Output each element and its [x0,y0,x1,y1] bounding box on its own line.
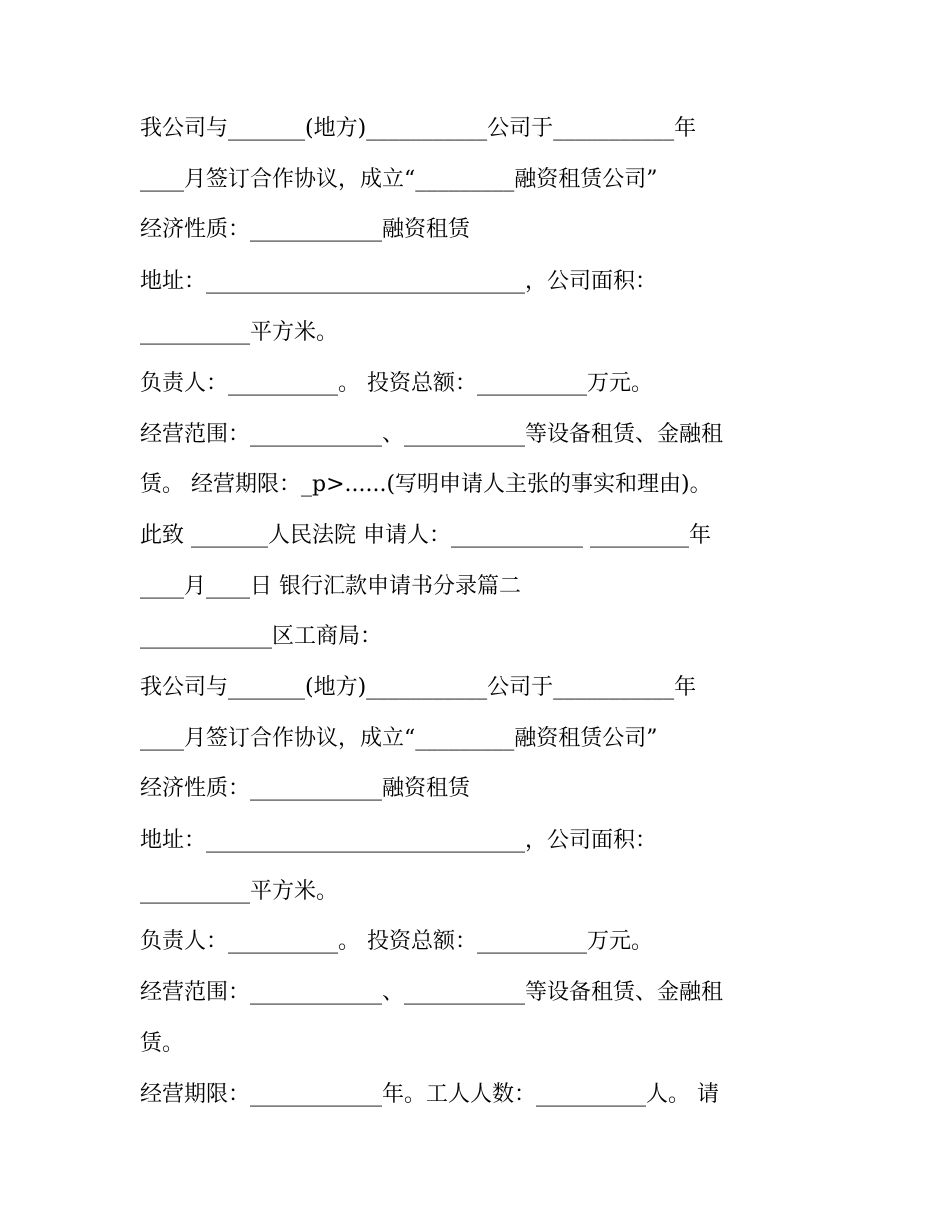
text-line: __________平方米。 [140,320,339,345]
text-line: ____月____日 银行汇款申请书分录篇二 [140,574,521,599]
text-line: 赁。 [140,1031,185,1056]
text-line: 经济性质：____________融资租赁 [140,776,471,801]
text-line: 经营范围：____________、___________等设备租赁、金融租 [140,422,724,447]
text-line: 我公司与_______(地方)___________公司于___________年 [140,675,697,700]
text-line: ____月签订合作协议，成立“_________融资租赁公司” [140,726,658,751]
text-line: 此致 _______人民法院 申请人：____________ _________年 [140,523,711,548]
text-line: 负责人：__________。 投资总额：__________万元。 [140,929,653,954]
text-line: 经营范围：____________、___________等设备租赁、金融租 [140,980,724,1005]
text-line: 地址：_____________________________，公司面积： [140,828,658,853]
text-line: __________平方米。 [140,879,339,904]
text-line: 地址：_____________________________，公司面积： [140,269,658,294]
text-line: 经营期限：____________年。工人人数：__________人。 请 [140,1082,719,1107]
text-line: 经济性质：____________融资租赁 [140,217,471,242]
text-line: ____月签订合作协议，成立“_________融资租赁公司” [140,167,658,192]
text-line: 赁。 经营期限：_p>......(写明申请人主张的事实和理由)。 [140,472,712,497]
text-line: 负责人：__________。 投资总额：__________万元。 [140,371,653,396]
text-line: ____________区工商局： [140,624,383,649]
text-line: 我公司与_______(地方)___________公司于___________年 [140,116,697,141]
